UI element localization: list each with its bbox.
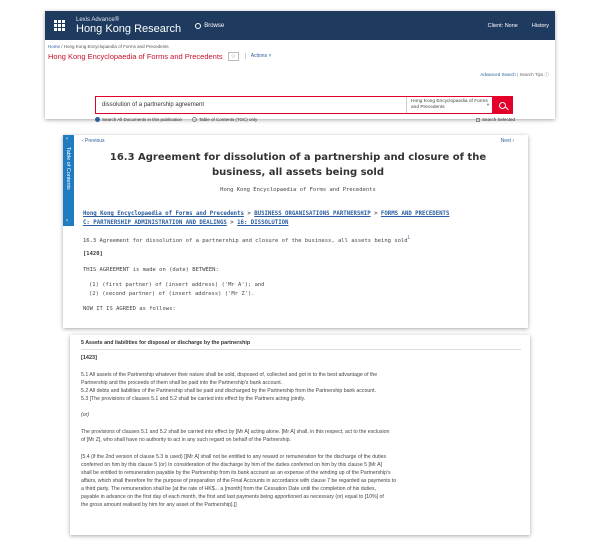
clause-line: payable in advance on the first day of each month, the first and last payments being apportioned as necessary (or) equal to [10%] of (81, 494, 384, 500)
previous-link[interactable]: ‹ Previous (82, 138, 105, 144)
breadcrumb-home[interactable]: Home (48, 44, 61, 49)
clause-line: Partnership and the proceeds of them shall be paid into the Partnership's bank account. (81, 380, 283, 386)
document-source: Hong Kong Encyclopaedia of Forms and Precedents (220, 187, 376, 193)
clause-line: 5.3 [The provisions of clauses 5.1 and 5.2 shall be carried into effect by the Partners acting jointly. (81, 396, 306, 402)
breadcrumb-separator: / (60, 44, 64, 49)
party-line: (2) (second partner) of (insert address) ('Mr Z'). (89, 291, 255, 297)
search-scope-value: Hong Kong Encyclopaedia of Forms and Precedents (411, 99, 488, 110)
clause-line: [5.4 (if the 2nd version of clause 5.3 is used) [[Mr A] shall not be entitled to any reward or remuneration for the discharge of the duties (81, 454, 387, 460)
search-button[interactable] (492, 97, 512, 113)
agreed-line: NOW IT IS AGREED as follows: (83, 306, 176, 312)
topbar-right-menu (488, 23, 555, 29)
doc-crumb-sep: > (370, 211, 381, 217)
document-panel (63, 135, 528, 328)
party-line: (1) (first partner) of (insert address) ('Mr A'); and (89, 282, 265, 288)
brand-small-text: Lexis Advance® (76, 16, 120, 23)
browse-label: Browse (204, 22, 225, 29)
advanced-search-row (45, 72, 555, 80)
heading-line-text: 16.3 Agreement for dissolution of a partnership and closure of the business, all assets being sold (83, 237, 408, 244)
top-navigation-bar (45, 11, 555, 40)
chevron-down-icon: ▼ (486, 102, 490, 107)
radio-toc-only[interactable] (192, 117, 257, 122)
breadcrumb-current: Hong Kong Encyclopaedia of Forms and Precedents (63, 44, 169, 49)
doc-crumb-link[interactable]: BUSINESS ORGANISATIONS PARTNERSHIP (254, 211, 371, 217)
clause-line: 5.2 All debts and liabilities of the Partnership shall be paid and discharged by the Partnership from the Partnership bank account. (81, 388, 377, 394)
history-menu[interactable]: History (531, 22, 549, 29)
chevron-left-icon: ‹ (66, 136, 68, 142)
breadcrumb (45, 40, 555, 49)
clause-heading: 5 Assets and liabilities for disposal or discharge by the partnership (81, 340, 251, 346)
search-scope-options (95, 117, 515, 122)
brand-large-text: Hong Kong Research (76, 22, 182, 35)
agreement-line: THIS AGREEMENT is made on (date) BETWEEN: (83, 267, 219, 273)
or-label: (or) (81, 412, 90, 418)
advanced-search-link[interactable]: Advanced Search (480, 72, 516, 77)
doc-crumb-sep: > (226, 220, 238, 226)
search-selected-checkbox[interactable] (476, 117, 515, 122)
radio-toc-only-label: Table of Contents (TOC) only (199, 117, 258, 122)
clause-line: The provisions of clauses 5.1 and 5.2 shall be carried into effect by [Mr A] acting alone. [Mr A] shall, in this respect, act to the exclusion (81, 429, 390, 435)
browse-menu[interactable] (195, 23, 224, 29)
divider (81, 349, 521, 350)
toc-side-tab[interactable] (63, 135, 74, 226)
clause-line: a third party. The remuneration shall be [at the rate of HK$... a [month] from the Cessation Date until the completion of his duties, (81, 486, 377, 492)
radio-search-all-label: Search All Documents in this publication (102, 117, 183, 122)
search-icon (499, 102, 506, 109)
search-input[interactable]: dissolution of a partnership agreement (96, 97, 406, 113)
advanced-separator: | (515, 72, 520, 77)
clause-line: affairs, which shall therefore for the purpose of preparation of the Final Accounts in accordance with clause 7 be regarded as payments to (81, 478, 397, 484)
publication-title-row (45, 49, 555, 63)
favorite-star-button[interactable] (228, 52, 239, 61)
search-scope-select[interactable] (406, 97, 492, 113)
search-tips-link[interactable]: Search Tips ⓘ (519, 72, 549, 77)
brand-logo[interactable] (76, 17, 181, 35)
doc-crumb-sep: > (243, 211, 255, 217)
apps-grid-icon[interactable] (52, 19, 66, 33)
doc-crumb-link[interactable]: Hong Kong Encyclopaedia of Forms and Precedents (83, 211, 244, 217)
client-menu[interactable]: Client: None (487, 22, 518, 29)
radio-selected-icon (95, 117, 100, 122)
doc-crumb-link[interactable]: 16: DISSOLUTION (237, 220, 289, 226)
radio-unselected-icon (192, 117, 197, 122)
clause-line: the gross amount realised by him for any asset of the Partnership].]] (81, 502, 237, 508)
clause-line: conferred on him by this clause 5 (or) In consideration of the discharge by him of the duties conferred on him by this clause 5 [Mr A] (81, 462, 383, 468)
publication-title: Hong Kong Encyclopaedia of Forms and Precedents (48, 51, 223, 61)
star-icon: ☆ (230, 53, 236, 60)
document-breadcrumb (83, 210, 523, 228)
checkbox-icon (476, 118, 480, 122)
clauses-panel (70, 335, 530, 535)
radio-search-all[interactable] (95, 117, 182, 122)
toc-tab-label: Table of Contents (65, 147, 71, 190)
paragraph-code: [1420] (83, 251, 103, 257)
compass-icon (195, 23, 201, 29)
search-selected-label: Search Selected (481, 117, 515, 122)
footnote-link[interactable]: 1 (407, 235, 410, 240)
search-box (95, 96, 513, 114)
clause-line: 5.1 All assets of the Partnership whatever their nature shall be sold, disposed of, collected and got in to the best advantage of the (81, 372, 378, 378)
clause-code: [1423] (81, 355, 97, 361)
document-title: 16.3 Agreement for dissolution of a partnership and closure of the business, all assets being sold (109, 152, 487, 178)
document-heading-line (83, 235, 410, 244)
next-link[interactable]: Next › (500, 138, 514, 144)
doc-crumb-link[interactable]: FORMS AND PRECEDENTS (380, 211, 450, 217)
chevron-left-icon: ‹ (66, 218, 68, 224)
actions-dropdown[interactable]: Actions ˅ (245, 53, 272, 59)
clause-line: shall be entitled to remuneration payable by the Partnership from its bank account as an expense of the winding up of the Partnership's (81, 470, 391, 476)
lexis-search-panel (45, 11, 555, 122)
doc-crumb-link[interactable]: C: PARTNERSHIP ADMINISTRATION AND DEALINGS (83, 220, 227, 226)
clause-line: of [Mr Z], who shall have no authority to act in any such regard on behalf of the Partnership. (81, 437, 291, 443)
